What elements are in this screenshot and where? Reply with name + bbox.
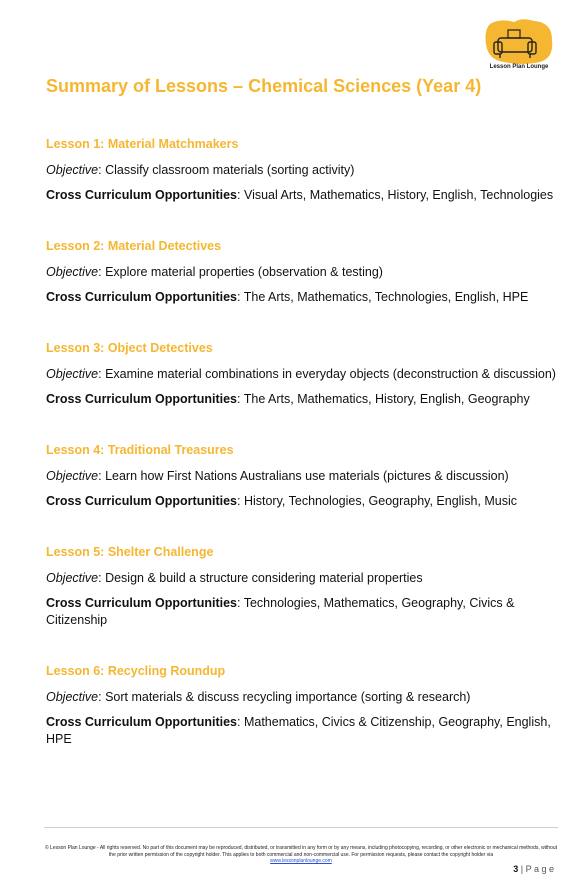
lesson-1	[46, 136, 560, 212]
lesson-title: Lesson 4: Traditional Treasures	[46, 443, 234, 457]
lesson-objective: Objective: Explore material properties (observation & testing)	[46, 265, 383, 279]
lesson-5	[46, 544, 560, 637]
lesson-objective: Objective: Sort materials & discuss recycling importance (sorting & research)	[46, 690, 471, 704]
lesson-objective: Objective: Examine material combinations in everyday objects (deconstruction & discussion)	[46, 367, 556, 381]
lesson-cross-curriculum: Cross Curriculum Opportunities: Visual Arts, Mathematics, History, English, Technologies	[46, 188, 554, 202]
lesson-2	[46, 238, 560, 314]
lesson-objective: Objective: Design & build a structure considering material properties	[46, 571, 423, 585]
lesson-cross-curriculum: Cross Curriculum Opportunities: Mathematics, Civics & Citizenship, Geography, English, HPE	[46, 715, 551, 746]
footer-website-link[interactable]: www.lessonplanlounge.com	[270, 858, 332, 864]
lesson-objective: Objective: Learn how First Nations Australians use materials (pictures & discussion)	[46, 469, 509, 483]
footer-copyright: © Lesson Plan Lounge - All rights reserved. No part of this document may be reproduced, distributed, or transmitted in any form or by any means, including photocopying, recording, or other electronic or mechanical methods, without the prior written permission of the copyright holder. This applies to both commercial and non-commercial use. For permission requests, please contact the copyright holder via www.lessonplanlounge.com	[44, 845, 557, 864]
lesson-4	[46, 442, 560, 518]
lesson-cross-curriculum: Cross Curriculum Opportunities: History, Technologies, Geography, English, Music	[46, 494, 517, 508]
lesson-6	[46, 663, 560, 756]
lesson-title: Lesson 6: Recycling Roundup	[46, 664, 226, 678]
lesson-3	[46, 340, 560, 416]
lesson-title: Lesson 1: Material Matchmakers	[46, 137, 239, 151]
lesson-title: Lesson 2: Material Detectives	[46, 239, 222, 253]
page-title: Summary of Lessons – Chemical Sciences (Year 4)	[46, 76, 482, 96]
footer-divider	[44, 827, 558, 828]
lesson-cross-curriculum: Cross Curriculum Opportunities: Technologies, Mathematics, Geography, Civics & Citizenship	[46, 596, 515, 627]
page-number: 3 | P a g e	[513, 864, 554, 874]
lesson-cross-curriculum: Cross Curriculum Opportunities: The Arts, Mathematics, Technologies, English, HPE	[46, 290, 529, 304]
logo-text: Lesson Plan Lounge	[489, 64, 549, 70]
lesson-title: Lesson 5: Shelter Challenge	[46, 545, 214, 559]
lesson-cross-curriculum: Cross Curriculum Opportunities: The Arts, Mathematics, History, English, Geography	[46, 392, 530, 406]
lesson-title: Lesson 3: Object Detectives	[46, 341, 213, 355]
lesson-objective: Objective: Classify classroom materials (sorting activity)	[46, 163, 355, 177]
